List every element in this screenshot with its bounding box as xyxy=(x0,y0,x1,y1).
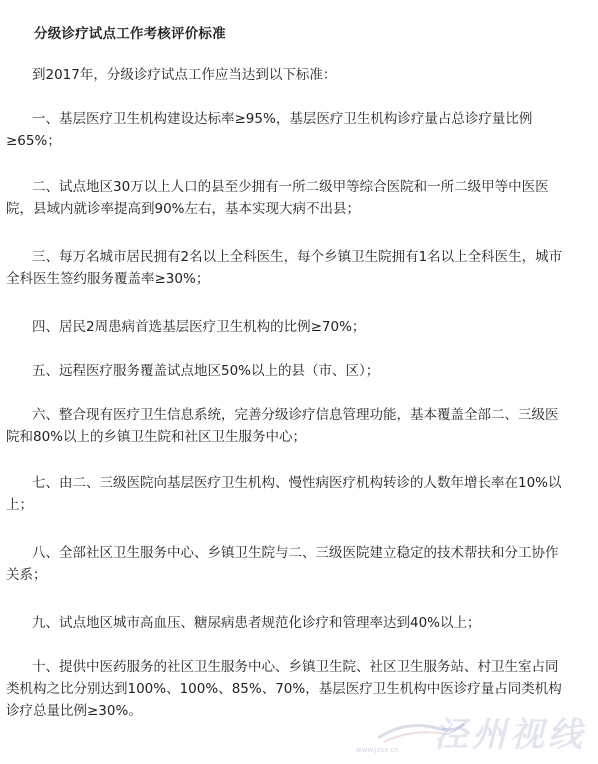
standard-item-9 xyxy=(6,612,590,634)
item-line: 八、全部社区卫生服务中心、乡镇卫生院与二、三级医院建立稳定的技术帮扶和分工协作 xyxy=(32,545,559,561)
standard-item-7 xyxy=(6,472,590,516)
item-line: ≥65%； xyxy=(6,133,61,149)
standard-item-5 xyxy=(6,360,590,382)
watermark-url: www.jzsx.cn xyxy=(356,746,399,754)
item-line: 诊疗总量比例≥30%。 xyxy=(6,703,142,719)
item-line: 二、试点地区30万以上人口的县至少拥有一所二级甲等综合医院和一所二级甲等中医医 xyxy=(32,179,549,195)
item-line: 七、由二、三级医院向基层医疗卫生机构、慢性病医疗机构转诊的人数年增长率在10%以 xyxy=(32,475,562,491)
item-line: 四、居民2周患病首选基层医疗卫生机构的比例≥70%； xyxy=(32,319,366,335)
item-line: 九、试点地区城市高血压、糖尿病患者规范化诊疗和管理率达到40%以上； xyxy=(32,615,481,631)
item-line: 全科医生签约服务覆盖率≥30%； xyxy=(6,271,210,287)
item-line: 一、基层医疗卫生机构建设达标率≥95%，基层医疗卫生机构诊疗量占总诊疗量比例 xyxy=(32,111,533,127)
item-line: 三、每万名城市居民拥有2名以上全科医生，每个乡镇卫生院拥有1名以上全科医生，城市 xyxy=(32,249,563,265)
item-line: 院，县域内就诊率提高到90%左右，基本实现大病不出县； xyxy=(6,201,361,217)
standard-item-1 xyxy=(6,108,590,152)
watermark-text: 泾州视线 xyxy=(434,715,586,755)
standard-item-2 xyxy=(6,176,590,220)
item-line: 上； xyxy=(6,497,33,513)
item-line: 五、远程医疗服务覆盖试点地区50%以上的县（市、区）； xyxy=(32,363,380,379)
intro-paragraph xyxy=(6,64,590,86)
item-line: 院和80%以上的乡镇卫生院和社区卫生服务中心； xyxy=(6,429,307,445)
item-line: 六、整合现有医疗卫生信息系统，完善分级诊疗信息管理功能，基本覆盖全部二、三级医 xyxy=(32,407,559,423)
item-line: 类机构之比分别达到100%、100%、85%、70%，基层医疗卫生机构中医诊疗量占同类机构 xyxy=(6,681,562,697)
document-title: 分级诊疗试点工作考核评价标准 xyxy=(34,26,226,42)
standard-item-6 xyxy=(6,404,590,448)
intro-line: 到2017年，分级诊疗试点工作应当达到以下标准： xyxy=(32,67,337,83)
item-line: 十、提供中医药服务的社区卫生服务中心、乡镇卫生院、社区卫生服务站、村卫生室占同 xyxy=(32,659,559,675)
item-line: 关系； xyxy=(6,567,47,583)
watermark xyxy=(356,708,586,758)
standard-item-8 xyxy=(6,542,590,586)
standard-item-3 xyxy=(6,246,590,290)
standard-item-4 xyxy=(6,316,590,338)
